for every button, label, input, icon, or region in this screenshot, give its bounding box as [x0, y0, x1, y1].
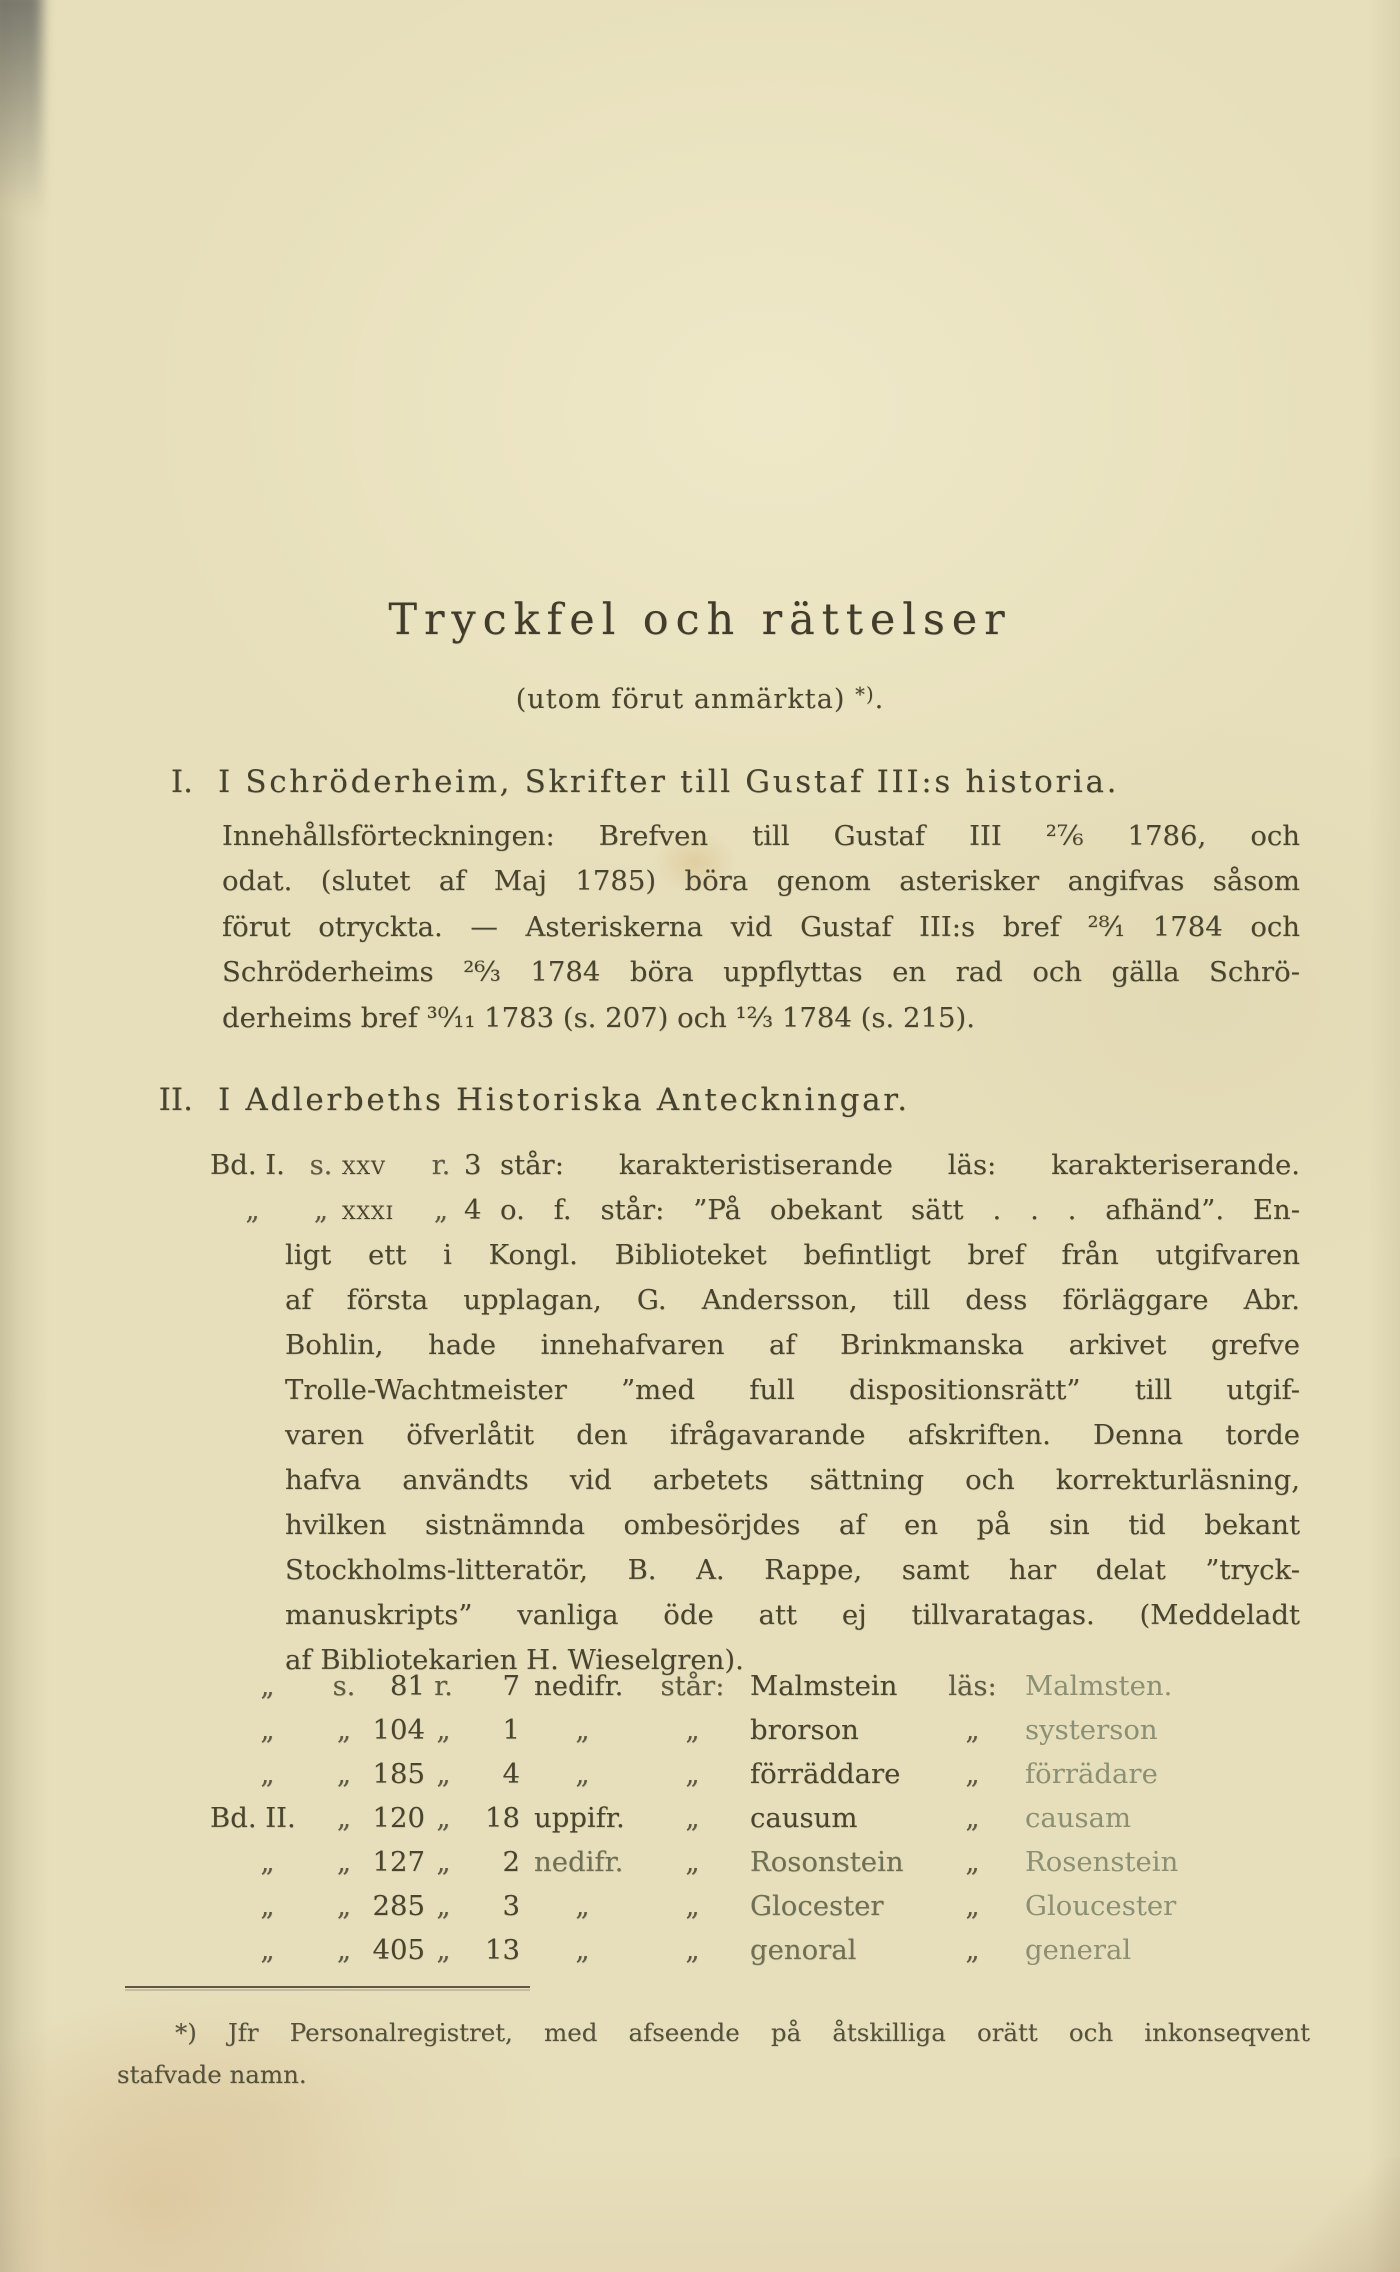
cell-correction: förrädare — [1025, 1758, 1158, 1790]
corrections-table-row — [205, 1752, 1300, 1796]
paragraph-line: hafva användts vid arbetets sättning och korrekturläsning, — [285, 1464, 1300, 1496]
paragraph-line: Trolle-Wachtmeister ”med full dispositionsrätt” till utgif- — [285, 1374, 1300, 1406]
cell-las-ditto: „ — [965, 1890, 980, 1922]
footnote-reference-mark: *) — [855, 683, 875, 706]
cell-row-label: r. — [431, 1149, 451, 1181]
cell-page-number: 104 — [372, 1714, 425, 1746]
cell-correction: Rosenstein — [1025, 1846, 1179, 1878]
section-2-numeral: II. — [158, 1082, 193, 1118]
cell-line-number: 18 — [485, 1802, 520, 1834]
erratum-entry-row — [205, 1143, 1300, 1188]
page-corner-shadow — [0, 0, 42, 290]
paragraph-line: af Bibliotekarien H. Wieselgren). — [285, 1644, 744, 1676]
subtitle-text: (utom förut anmärkta) — [515, 683, 846, 715]
paragraph-line: derheims bref ³⁰⁄₁₁ 1783 (s. 207) och ¹²⁄₃ 1784 (s. 215). — [222, 1001, 975, 1034]
cell-page-label: s. — [332, 1670, 356, 1702]
cell-volume: Bd. I. — [210, 1149, 285, 1181]
cell-page-ditto: „ — [336, 1846, 352, 1878]
subtitle-period: . — [874, 683, 885, 715]
corrections-table-row — [205, 1664, 1300, 1708]
cell-page-ditto: „ — [336, 1758, 352, 1790]
corrections-table-row — [205, 1928, 1300, 1972]
cell-page-number: 127 — [372, 1846, 425, 1878]
cell-volume: „ — [260, 1758, 275, 1790]
cell-page-ditto: „ — [336, 1934, 352, 1966]
cell-page-number: 285 — [372, 1890, 425, 1922]
cell-row-ditto: „ — [433, 1194, 449, 1226]
cell-row-ditto: „ — [436, 1846, 451, 1878]
section-1-numeral: I. — [170, 764, 193, 800]
cell-line-number: 3 — [502, 1890, 520, 1922]
cell-page-label: s. — [309, 1149, 333, 1181]
footnote-line: *) Jfr Personalregistret, med afseende på åtskilliga orätt och inkonseqvent — [175, 2018, 1310, 2047]
cell-page-ditto: „ — [313, 1194, 329, 1226]
cell-erratum: genoral — [750, 1934, 857, 1966]
paragraph-line: Bohlin, hade innehafvaren af Brinkmanska arkivet grefve — [285, 1329, 1300, 1361]
cell-las-ditto: „ — [965, 1846, 980, 1878]
cell-star-ditto: „ — [685, 1890, 700, 1922]
paragraph-line: manuskripts” vanliga öde att ej tillvaratagas. (Meddeladt — [285, 1599, 1300, 1631]
cell-page-number: xxxi — [342, 1194, 395, 1226]
cell-line-number: 13 — [485, 1934, 520, 1966]
erratum-entry-row — [205, 1188, 1300, 1233]
corrections-table-row — [205, 1884, 1300, 1928]
cell-direction: nedifr. — [534, 1846, 624, 1878]
cell-line-number: 4 — [502, 1758, 520, 1790]
cell-volume: „ — [260, 1670, 275, 1702]
cell-star-label: står: — [660, 1670, 725, 1702]
cell-page-ditto: „ — [336, 1802, 352, 1834]
cell-page-ditto: „ — [336, 1890, 352, 1922]
cell-las-ditto: „ — [965, 1758, 980, 1790]
cell-volume: „ — [260, 1714, 275, 1746]
cell-correction: general — [1025, 1934, 1132, 1966]
cell-las-ditto: „ — [965, 1714, 980, 1746]
page-title: Tryckfel och rättelser — [388, 595, 1012, 645]
cell-direction-ditto: „ — [575, 1714, 590, 1746]
cell-star-ditto: „ — [685, 1934, 700, 1966]
paragraph-line: odat. (slutet af Maj 1785) böra genom asterisker angifvas såsom — [222, 865, 1300, 898]
paragraph-line: varen öfverlåtit den ifrågavarande afskriften. Denna torde — [285, 1419, 1300, 1451]
paragraph-line: ligt ett i Kongl. Biblioteket befintligt bref från utgifvaren — [285, 1239, 1300, 1271]
cell-direction-ditto: „ — [575, 1934, 590, 1966]
cell-erratum: förräddare — [750, 1758, 901, 1790]
cell-star-ditto: „ — [685, 1714, 700, 1746]
cell-page-number: xxv — [342, 1149, 386, 1181]
cell-volume: „ — [260, 1846, 275, 1878]
cell-line-number: 4 — [464, 1194, 482, 1226]
cell-star-ditto: „ — [685, 1802, 700, 1834]
page-fold-mark — [1270, 2157, 1400, 2272]
cell-las-ditto: „ — [965, 1934, 980, 1966]
cell-row-ditto: „ — [436, 1934, 451, 1966]
section-2-continuation — [285, 1233, 1300, 1683]
subtitle — [0, 683, 1400, 715]
cell-page-number: 185 — [372, 1758, 425, 1790]
cell-las-ditto: „ — [965, 1802, 980, 1834]
paragraph-line: Innehållsförteckningen: Brefven till Gustaf III ²⁷⁄₆ 1786, och — [222, 820, 1300, 852]
cell-correction: Malmsten. — [1025, 1670, 1173, 1702]
cell-erratum: causum — [750, 1802, 858, 1834]
cell-line-number: 3 — [464, 1149, 482, 1181]
cell-page-number: 405 — [372, 1934, 425, 1966]
footnote — [117, 2012, 1310, 2096]
cell-correction: Gloucester — [1025, 1890, 1177, 1922]
footnote-line: stafvade namn. — [117, 2060, 307, 2089]
section-1-paragraph — [222, 814, 1300, 1041]
cell-erratum-text: o. f. står: ”På obekant sätt . . . afhänd”. En- — [500, 1194, 1300, 1226]
corrections-table-row — [205, 1796, 1300, 1840]
cell-page-number: 120 — [372, 1802, 425, 1834]
paragraph-line: förut otryckta. — Asteriskerna vid Gustaf III:s bref ²⁸⁄₁ 1784 och — [222, 910, 1300, 943]
cell-direction-ditto: „ — [575, 1758, 590, 1790]
cell-star-ditto: „ — [685, 1846, 700, 1878]
cell-correction: causam — [1025, 1802, 1132, 1834]
cell-direction: nedifr. — [534, 1670, 624, 1702]
paragraph-line: Schröderheims ²⁶⁄₃ 1784 böra uppflyttas en rad och gälla Schrö- — [222, 956, 1300, 989]
cell-volume-ditto: „ — [245, 1194, 260, 1226]
cell-star-ditto: „ — [685, 1758, 700, 1790]
cell-row-label: r. — [434, 1670, 453, 1702]
cell-las-label: läs: — [948, 1670, 997, 1702]
paragraph-line: af första upplagan, G. Andersson, till dess förläggare Abr. — [285, 1284, 1300, 1316]
cell-volume: „ — [260, 1890, 275, 1922]
cell-volume: Bd. II. — [210, 1802, 296, 1834]
section-1-heading: I Schröderheim, Skrifter till Gustaf III:s historia. — [218, 764, 1120, 800]
corrections-table-row — [205, 1840, 1300, 1884]
cell-line-number: 7 — [502, 1670, 520, 1702]
paragraph-line: Stockholms-litteratör, B. A. Rappe, samt har delat ”tryck- — [285, 1554, 1300, 1586]
cell-row-ditto: „ — [436, 1802, 451, 1834]
cell-page-ditto: „ — [336, 1714, 352, 1746]
cell-row-ditto: „ — [436, 1758, 451, 1790]
cell-direction-ditto: „ — [575, 1890, 590, 1922]
footnote-divider — [125, 1986, 530, 1988]
corrections-table-row — [205, 1708, 1300, 1752]
cell-page-number: 81 — [390, 1670, 425, 1702]
cell-line-number: 2 — [502, 1846, 520, 1878]
cell-volume: „ — [260, 1934, 275, 1966]
cell-erratum: Rosonstein — [750, 1846, 904, 1878]
cell-direction: uppifr. — [534, 1802, 625, 1834]
cell-erratum-text: står: karakteristiserande läs: karakteriserande. — [500, 1149, 1300, 1181]
cell-erratum: Malmstein — [750, 1670, 898, 1702]
cell-correction: systerson — [1025, 1714, 1158, 1746]
cell-erratum: brorson — [750, 1714, 859, 1746]
section-2-heading: I Adlerbeths Historiska Anteckningar. — [218, 1082, 910, 1118]
cell-line-number: 1 — [502, 1714, 520, 1746]
cell-row-ditto: „ — [436, 1714, 451, 1746]
cell-erratum: Glocester — [750, 1890, 884, 1922]
cell-row-ditto: „ — [436, 1890, 451, 1922]
paragraph-line: hvilken sistnämnda ombesörjdes af en på sin tid bekant — [285, 1509, 1300, 1541]
